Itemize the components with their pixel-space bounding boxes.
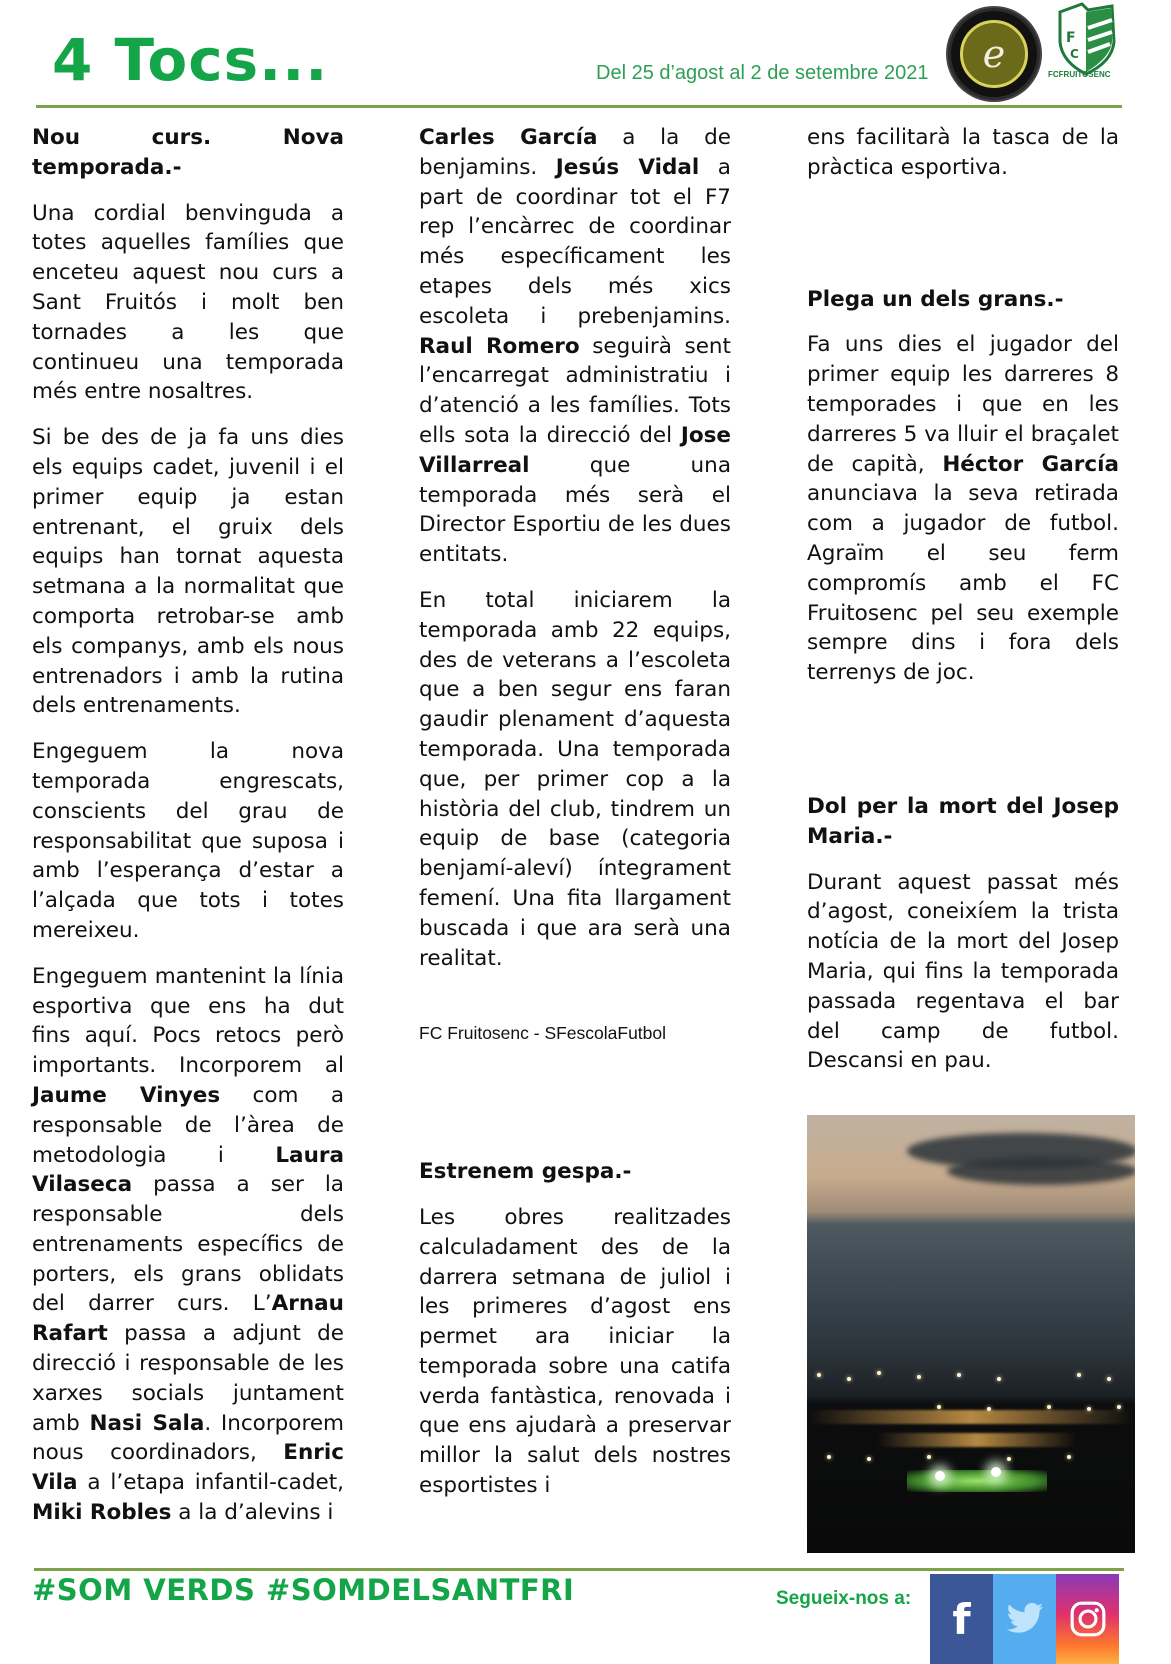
follow-label: Segueix-nos a: [776, 1588, 912, 1609]
svg-text:C: C [1070, 47, 1079, 61]
text: com a responsable de l’àrea de metodologia i [32, 1082, 344, 1168]
paragraph: Engeguem la nova temporada engrescats, conscients del grau de responsabilitat que suposa i amb l’esperança d’estar a l’alçada que tots i totes mereixeu. [32, 739, 344, 943]
name-bold: Jaume Vinyes [32, 1082, 221, 1108]
instagram-icon[interactable] [1056, 1574, 1119, 1664]
heading-estrenem-gespa: Estrenem gespa.- [419, 1159, 632, 1185]
hashtags: #SOM VERDS #SOMDELSANTFRI [32, 1573, 575, 1607]
heading-dol-josep-maria: Dol per la mort del Josep Maria.- [807, 793, 1119, 849]
heading-plega-un-dels-grans: Plega un dels grans.- [807, 286, 1064, 312]
column-2 [419, 123, 731, 1517]
sfescolafutbol-logo [948, 8, 1040, 100]
text: a la d’alevins i [171, 1500, 334, 1526]
text: Fa uns dies el jugador del primer equip les darreres 8 temporades i que en les darreres 5 va lluir el braçalet de capità, [807, 332, 1119, 477]
name-bold: Raul Romero [419, 333, 580, 359]
newsletter-title: 4 Tocs... [52, 26, 329, 94]
night-field-photo [807, 1115, 1135, 1553]
name-bold: Enric Vila [32, 1440, 344, 1496]
text: passa a ser la responsable dels entrenaments específics de porters, els grans oblidats del darrer curs. L’ [32, 1172, 344, 1317]
text: . Incorporem nous coordinadors, [32, 1410, 345, 1466]
name-bold: Héctor García [942, 451, 1119, 477]
header-divider [36, 105, 1122, 108]
text: a part de coordinar tot el F7 rep l’encàrrec de coordinar més específicament les etapes dels més xics escoleta i prebenjamins. [419, 154, 731, 329]
twitter-icon[interactable] [993, 1574, 1056, 1664]
paragraph: En total iniciarem la temporada amb 22 equips, des de veterans a l’escoleta que a ben segur ens faran gaudir plenament d’aquesta temporada. Una temporada que, per primer cop a la història del club, tindrem un equip de base (categoria benjamí-aleví) íntegrament femení. Una fita llargament buscada i que ara serà una realitat. [419, 587, 731, 971]
paragraph-hector [807, 330, 1119, 688]
name-bold: Nasi Sala [89, 1410, 205, 1436]
date-range: Del 25 d’agost al 2 de setembre 2021 [596, 62, 929, 84]
paragraph: Durant aquest passat més d’agost, coneixíem la trista notícia de la mort del Josep Maria, qui fins la temporada passada regentava el bar del camp de futbol. Descansi en pau. [807, 869, 1119, 1074]
column-3 [807, 123, 1119, 1092]
text: anunciava la seva retirada com a jugador de futbol. Agraïm el seu ferm compromís amb el FC Fruitosenc pel seu exemple sempre dins i fora dels terrenys de joc. [807, 481, 1119, 686]
text: a l’etapa infantil-cadet, [77, 1470, 344, 1496]
footer-divider [34, 1568, 1124, 1571]
paragraph: ens facilitarà la tasca de la pràctica esportiva. [807, 125, 1119, 180]
name-bold: Laura Vilaseca [32, 1142, 344, 1198]
heading-nou-curs: Nou curs. Nova temporada.- [32, 125, 344, 180]
fc-fruitosenc-label: FCFRUITOSENC [1048, 70, 1111, 79]
facebook-icon[interactable]: f [930, 1574, 993, 1664]
paragraph-staff-cont [419, 123, 731, 570]
name-bold: Carles García [419, 125, 598, 150]
name-bold: Miki Robles [32, 1500, 172, 1526]
column-1 [32, 123, 344, 1544]
logo-e-icon: e [960, 20, 1028, 88]
signature: FC Fruitosenc - SFescolaFutbol [419, 1023, 667, 1044]
svg-text:F: F [1066, 30, 1076, 46]
name-bold: Jose Villarreal [419, 422, 731, 478]
paragraph: Les obres realitzades calculadament des de la darrera setmana de juliol i les primeres d’agost ens permet ara iniciar la temporada sobre una catifa verda fantàstica, renovada i que ens ajudarà a preservar millor la salut dels nostres esportistes i [419, 1204, 731, 1499]
text: passa a adjunt de direcció i responsable de les xarxes socials juntament amb [32, 1321, 344, 1436]
text: que una temporada més serà el Director Esportiu de les dues entitats. [419, 452, 731, 568]
text: a la de benjamins. [419, 125, 731, 180]
paragraph: Una cordial benvinguda a totes aquelles famílies que enceteu aquest nou curs a Sant Fruitós i molt ben tornades a les que continueu una temporada més entre nosaltres. [32, 200, 344, 405]
text: seguirà sent l’encarregat administratiu i d’atenció a les famílies. Tots ells sota la direcció del [419, 333, 731, 448]
paragraph-staff [32, 962, 344, 1528]
name-bold: Arnau Rafart [32, 1291, 344, 1347]
name-bold: Jesús Vidal [555, 154, 700, 180]
text: Engeguem mantenint la línia esportiva que ens ha dut fins aquí. Pocs retocs però importants. Incorporem al [32, 963, 344, 1079]
paragraph: Si be des de ja fa uns dies els equips cadet, juvenil i el primer equip ja estan entrenant, el gruix dels equips han tornat aquesta setmana a la normalitat que comporta retrobar-se amb els companys, amb els nous entrenadors i amb la rutina dels entrenaments. [32, 425, 344, 719]
